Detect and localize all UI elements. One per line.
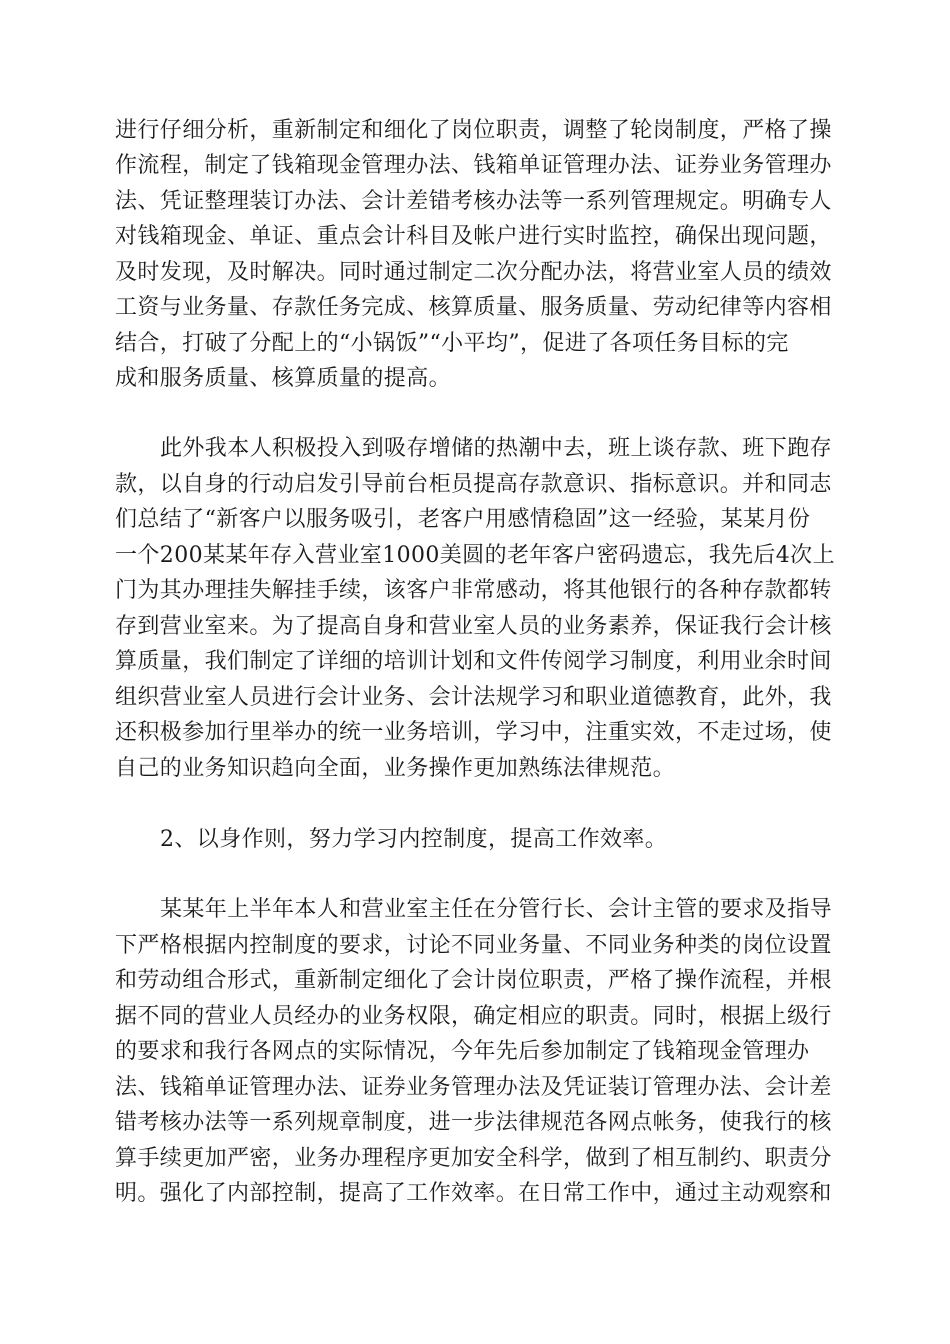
paragraph-1-line-8: 成和服务质量、核算质量的提高。 (115, 366, 452, 391)
paragraph-3-line-9: 明。强化了内部控制，提高了工作效率。在日常工作中，通过主动观察和 (115, 1181, 832, 1206)
paragraph-1-line-4: 对钱箱现金、单证、重点会计科目及帐户进行实时监控，确保出现问题， (115, 224, 832, 249)
paragraph-3-line-1: 某某年上半年本人和营业室主任在分管行长、会计主管的要求及指导 (160, 897, 833, 922)
paragraph-2-line-10: 自己的业务知识趋向全面，业务操作更加熟练法律规范。 (115, 756, 676, 781)
paragraph-2-line-5: 门为其办理挂失解挂手续，该客户非常感动，将其他银行的各种存款都转 (115, 578, 832, 603)
section-heading: 2、以身作则，努力学习内控制度，提高工作效率。 (160, 827, 668, 852)
paragraph-2-line-1: 此外我本人积极投入到吸存增储的热潮中去，班上谈存款、班下跑存 (160, 436, 833, 461)
paragraph-2-line-7: 算质量，我们制定了详细的培训计划和文件传阅学习制度，利用业余时间 (115, 649, 832, 674)
paragraph-3-line-4: 据不同的营业人员经办的业务权限，确定相应的职责。同时，根据上级行 (115, 1004, 832, 1029)
paragraph-2-line-2: 款，以自身的行动启发引导前台柜员提高存款意识、指标意识。并和同志 (115, 472, 832, 497)
paragraph-3-line-5: 的要求和我行各网点的实际情况，今年先后参加制定了钱箱现金管理办 (115, 1039, 810, 1064)
paragraph-1-line-7: 结合，打破了分配上的“小锅饭”“小平均”，促进了各项任务目标的完 (115, 331, 789, 356)
paragraph-1-line-3: 法、凭证整理装订办法、会计差错考核办法等一系列管理规定。明确专人 (115, 189, 832, 214)
paragraph-3-line-3: 和劳动组合形式，重新制定细化了会计岗位职责，严格了操作流程，并根 (115, 968, 832, 993)
paragraph-3-line-6: 法、钱箱单证管理办法、证券业务管理办法及凭证装订管理办法、会计差 (115, 1075, 832, 1100)
paragraph-2-line-6: 存到营业室来。为了提高自身和营业室人员的业务素养，保证我行会计核 (115, 614, 832, 639)
paragraph-2-line-4: 一个200某某年存入营业室1000美圆的老年客户密码遗忘，我先后4次上 (115, 543, 835, 568)
paragraph-3-line-2: 下严格根据内控制度的要求，讨论不同业务量、不同业务种类的岗位设置 (115, 933, 832, 958)
paragraph-2-line-8: 组织营业室人员进行会计业务、会计法规学习和职业道德教育，此外，我 (115, 685, 832, 710)
paragraph-3-line-8: 算手续更加严密，业务办理程序更加安全科学，做到了相互制约、职责分 (115, 1146, 832, 1171)
paragraph-2-line-9: 还积极参加行里举办的统一业务培训，学习中，注重实效，不走过场，使 (115, 720, 832, 745)
paragraph-3-line-7: 错考核办法等一系列规章制度，进一步法律规范各网点帐务，使我行的核 (115, 1110, 832, 1135)
paragraph-2-line-3: 们总结了“新客户以服务吸引，老客户用感情稳固”这一经验，某某月份 (115, 507, 811, 532)
paragraph-1-line-1: 进行仔细分析，重新制定和细化了岗位职责，调整了轮岗制度，严格了操 (115, 118, 832, 143)
paragraph-1-line-5: 及时发现，及时解决。同时通过制定二次分配办法，将营业室人员的绩效 (115, 260, 832, 285)
paragraph-1-line-2: 作流程，制定了钱箱现金管理办法、钱箱单证管理办法、证券业务管理办 (115, 153, 832, 178)
paragraph-1-line-6: 工资与业务量、存款任务完成、核算质量、服务质量、劳动纪律等内容相 (115, 295, 832, 320)
